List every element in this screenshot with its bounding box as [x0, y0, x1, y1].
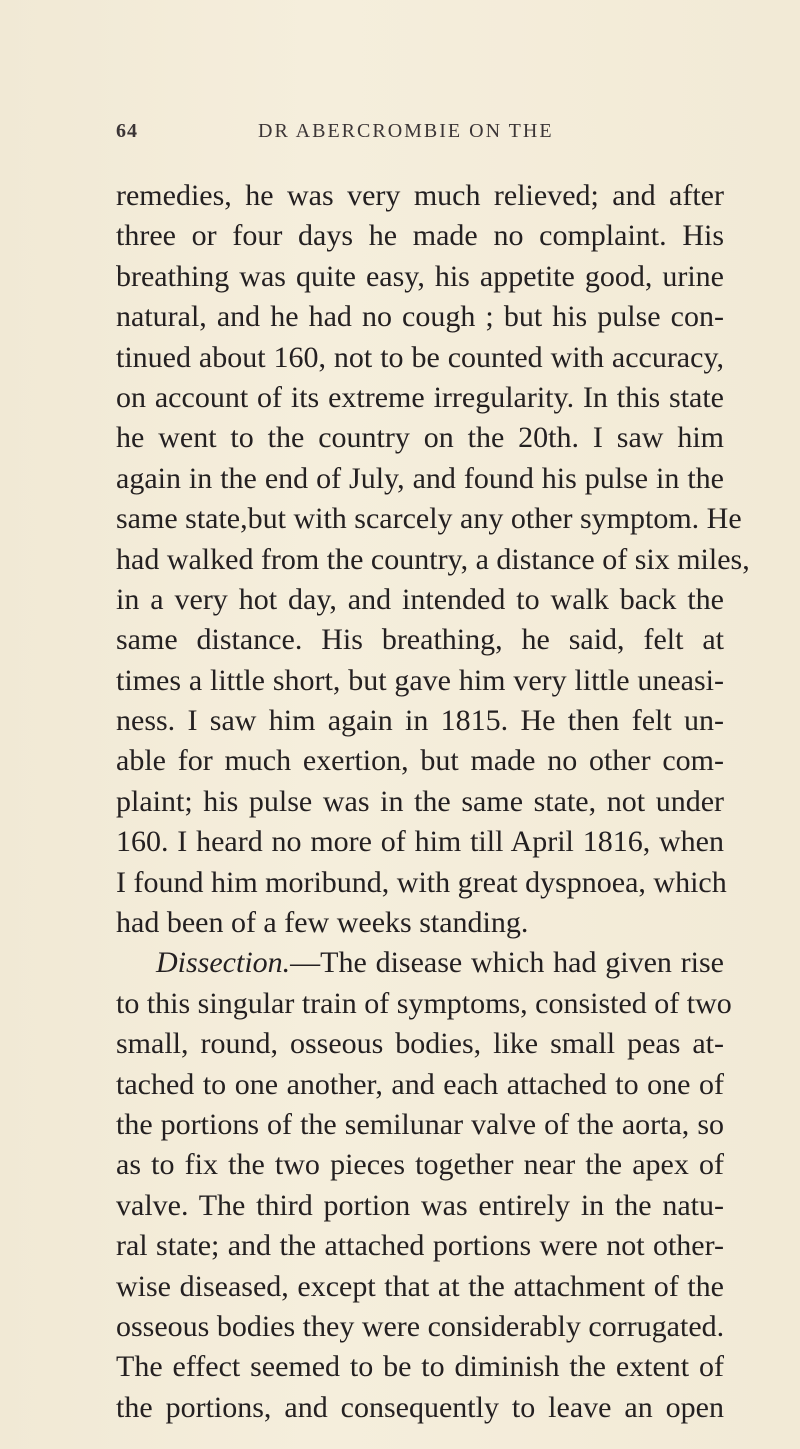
text-line: the portions of the semilunar valve of the aorta, so [116, 1107, 724, 1141]
text-line: times a little short, but gave him very little uneasi- [116, 663, 724, 697]
text-line: I found him moribund, with great dyspnoea, which [116, 865, 727, 899]
text-line: able for much exertion, but made no other com- [116, 744, 724, 778]
text-line: osseous bodies they were considerably corrugated. [116, 1309, 725, 1343]
text-line: plaint; his pulse was in the same state, not under [116, 784, 724, 818]
text-line: small, round, osseous bodies, like small peas at- [116, 1027, 724, 1061]
text-line: the portions, and consequently to leave an open [116, 1390, 724, 1424]
text-line: had been of a few weeks standing. [116, 906, 529, 940]
text-line: on account of its extreme irregularity. In this state [116, 380, 724, 414]
text-line: same state,but with scarcely any other symptom. He [116, 502, 742, 536]
dissection-first-line [116, 943, 724, 983]
running-title: DR ABERCROMBIE ON THE [258, 120, 554, 142]
text-line: again in the end of July, and found his pulse in the [116, 461, 724, 495]
text-line: The effect seemed to be to diminish the extent of [116, 1350, 724, 1384]
running-head [116, 120, 676, 150]
text-line: valve. The third portion was entirely in the natu- [116, 1188, 724, 1222]
text-line: to this singular train of symptoms, consisted of two [116, 986, 732, 1020]
text-line: in a very hot day, and intended to walk back the [116, 582, 724, 616]
text-line: tached to one another, and each attached to one of [116, 1067, 724, 1101]
body-text [116, 176, 750, 1428]
page-number: 64 [116, 120, 138, 142]
text-line: he went to the country on the 20th. I saw him [116, 421, 724, 455]
text-line: same distance. His breathing, he said, felt at [116, 623, 724, 657]
text-line: breathing was quite easy, his appetite good, urine [116, 259, 724, 293]
text-line: natural, and he had no cough ; but his pulse con- [116, 300, 724, 334]
text-line: as to fix the two pieces together near the apex of [116, 1148, 724, 1182]
text-line: ness. I saw him again in 1815. He then felt un- [116, 704, 724, 738]
text-line: 160. I heard no more of him till April 1816, when [116, 825, 724, 859]
dissection-first-line-rest: —The disease which had given rise [290, 946, 724, 980]
text-line: tinued about 160, not to be counted with accuracy, [116, 340, 724, 374]
text-line: ral state; and the attached portions were not other- [116, 1229, 724, 1263]
text-line: three or four days he made no complaint. His [116, 219, 724, 253]
text-line: had walked from the country, a distance of six miles, [116, 542, 750, 576]
text-line: wise diseased, except that at the attachment of the [116, 1269, 724, 1303]
text-line: remedies, he was very much relieved; and after [116, 179, 724, 212]
dissection-heading: Dissection. [156, 946, 291, 980]
